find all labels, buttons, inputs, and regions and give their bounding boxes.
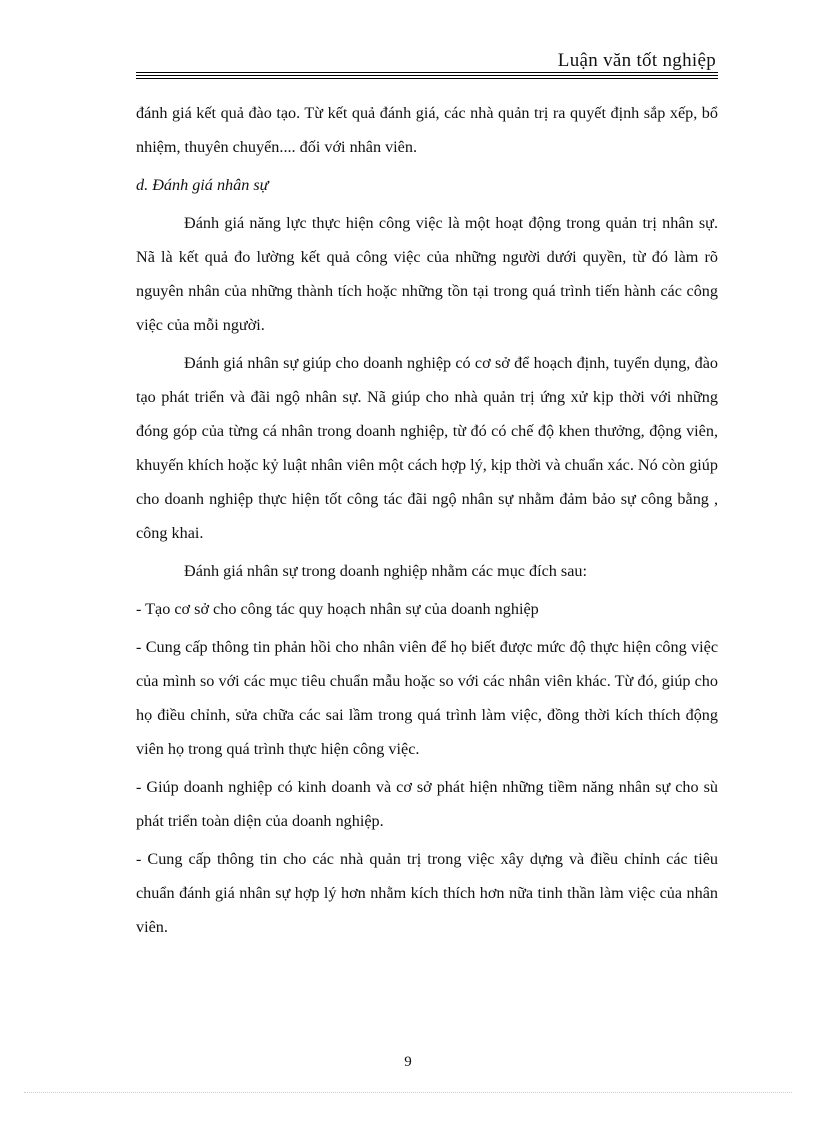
page-header <box>136 46 718 78</box>
page-number: 9 <box>404 1054 412 1070</box>
bullet-item: - Giúp doanh nghiệp có kinh doanh và cơ sở phát hiện những tiềm năng nhân sự cho sù phát triển toàn diện của doanh nghiệp. <box>136 778 718 830</box>
intro-paragraph: đánh giá kết quả đào tạo. Từ kết quả đánh giá, các nhà quản trị ra quyết định sắp xếp, bổ nhiệm, thuyên chuyển.... đối với nhân viên. <box>136 104 718 156</box>
paragraph: Đánh giá năng lực thực hiện công việc là một hoạt động trong quản trị nhân sự. Nã là kết quả đo lường kết quả công việc của những người dưới quyền, từ đó làm rõ nguyên nhân của những thành tích hoặc những tồn tại trong quá trình tiến hành các công việc của mỗi người. <box>136 214 718 334</box>
paragraph: Đánh giá nhân sự trong doanh nghiệp nhằm các mục đích sau: <box>184 562 588 580</box>
bullet-item: - Tạo cơ sở cho công tác quy hoạch nhân sự của doanh nghiệp <box>136 600 539 618</box>
bullet-item: - Cung cấp thông tin cho các nhà quản trị trong việc xây dựng và điều chỉnh các tiêu chuẩn đánh giá nhân sự hợp lý hơn nhằm kích thích hơn nữa tinh thần làm việc của nhân viên. <box>136 850 718 936</box>
header-rule <box>136 78 718 79</box>
document-body <box>136 96 718 944</box>
bullet-item: - Cung cấp thông tin phản hồi cho nhân viên để họ biết được mức độ thực hiện công việc của mình so với các mục tiêu chuẩn mẫu hoặc so với các nhân viên khác. Từ đó, giúp cho họ điều chỉnh, sửa chữa các sai lầm trong quá trình làm việc, đồng thời kích thích động viên họ trong quá trình thực hiện công việc. <box>136 638 718 758</box>
paragraph: Đánh giá nhân sự giúp cho doanh nghiệp có cơ sở để hoạch định, tuyển dụng, đào tạo phát triển và đãi ngộ nhân sự. Nã giúp cho nhà quản trị ứng xử kịp thời với những đóng góp của từng cá nhân trong doanh nghiệp, từ đó có chế độ khen thưởng, động viên, khuyến khích hoặc kỷ luật nhân viên một cách hợp lý, kịp thời và chuẩn xác. Nó còn giúp cho doanh nghiệp thực hiện tốt công tác đãi ngộ nhân sự nhằm đảm bảo sự công bằng , công khai. <box>136 354 718 542</box>
header-rule <box>136 72 718 73</box>
header-title: Luận văn tốt nghiệp <box>557 50 716 71</box>
page-bottom-border <box>24 1092 792 1093</box>
header-rule <box>136 75 718 76</box>
section-heading: d. Đánh giá nhân sự <box>136 176 269 194</box>
